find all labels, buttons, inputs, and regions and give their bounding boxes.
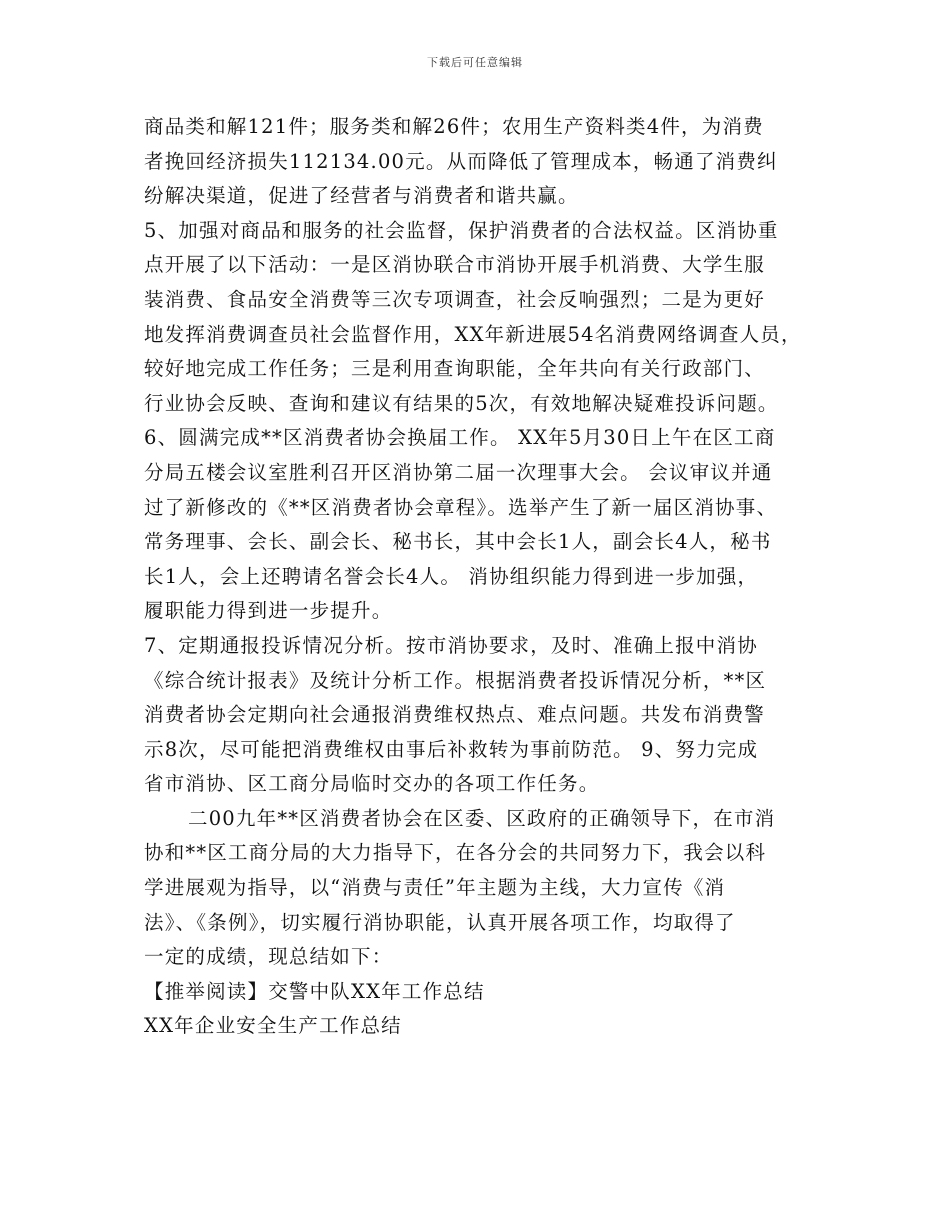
page-header: 下载后可任意编辑	[427, 56, 523, 69]
text-line: 长1人，会上还聘请名誉会长4人。 消协组织能力得到进一步加强，	[144, 564, 759, 588]
text-line: 较好地完成工作任务；三是利用查询职能，全年共向有关行政部门、	[144, 357, 766, 381]
text-line: 《综合统计报表》及统计分析工作。根据消费者投诉情况分析，**区	[144, 668, 767, 692]
text-line: 分局五楼会议室胜利召开区消协第二届一次理事大会。 会议审议并通	[144, 460, 773, 484]
text-line: 消费者协会定期向社会通报消费维权热点、难点问题。共发布消费警	[144, 703, 766, 727]
document-body	[144, 110, 824, 1044]
text-line: 行业协会反映、查询和建议有结果的5次，有效地解决疑难投诉问题。	[144, 391, 779, 415]
text-line: 履职能力得到进一步提升。	[144, 599, 393, 623]
text-line: 商品类和解121件；服务类和解26件；农用生产资料类4件，为消费	[144, 115, 764, 138]
text-line: 7、定期通报投诉情况分析。按市消协要求，及时、准确上报中消协	[144, 633, 758, 657]
text-line: 者挽回经济损失112134.00元。从而降低了管理成本，畅通了消费纠	[144, 149, 778, 173]
text-line: 6、圆满完成**区消费者协会换届工作。 XX年5月30日上午在区工商	[144, 426, 776, 450]
text-line: 点开展了以下活动：一是区消协联合市消协开展手机消费、大学生服	[144, 253, 766, 277]
text-line: 装消费、食品安全消费等三次专项调查，社会反响强烈；二是为更好	[144, 287, 766, 311]
text-line: 地发挥消费调查员社会监督作用，XX年新进展54名消费网络调查人员，	[144, 322, 802, 346]
text-line: 示8次，尽可能把消费维权由事后补救转为事前防范。 9、努力完成	[144, 737, 759, 761]
text-line: 常务理事、会长、副会长、秘书长，其中会长1人，副会长4人，秘书	[144, 530, 772, 554]
text-line: 二00九年**区消费者协会在区委、区政府的正确领导下，在市消	[188, 806, 776, 830]
text-line: 省市消协、区工商分局临时交办的各项工作任务。	[144, 772, 600, 796]
related-article-link[interactable]: XX年企业安全生产工作总结	[144, 1014, 402, 1038]
recommended-link[interactable]: 【推举阅读】交警中队XX年工作总结	[144, 979, 485, 1003]
text-line: 学进展观为指导，以“消费与责任”年主题为主线，大力宣传《消	[144, 876, 726, 900]
text-line: 过了新修改的《**区消费者协会章程》。选举产生了新一届区消协事、	[144, 495, 778, 519]
text-line: 法》、《条例》，切实履行消协职能，认真开展各项工作，均取得了	[144, 910, 736, 934]
text-line: 一定的成绩，现总结如下：	[144, 945, 393, 969]
text-line: 纷解决渠道，促进了经营者与消费者和谐共赢。	[144, 184, 579, 208]
text-line: 协和**区工商分局的大力指导下，在各分会的共同努力下，我会以科	[144, 841, 767, 865]
text-line: 5、加强对商品和服务的社会监督，保护消费者的合法权益。区消协重	[144, 218, 779, 242]
